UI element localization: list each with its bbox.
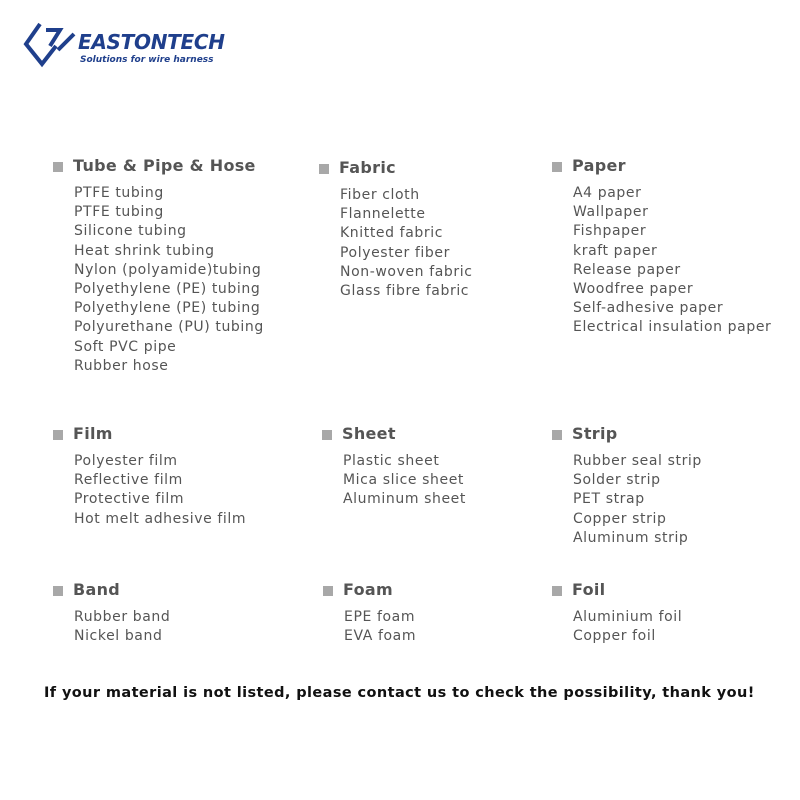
brand-tagline: Solutions for wire harness [80,55,214,65]
category-strip [552,424,702,548]
list-item: Aluminum sheet [343,491,466,508]
material-list [552,452,702,548]
material-list [552,184,771,338]
list-item: Polyethylene (PE) tubing [74,300,261,317]
list-item: PTFE tubing [74,185,164,201]
category-tube-pipe-hose [53,156,264,376]
square-bullet-icon [323,586,333,596]
list-item: Electrical insulation paper [573,319,772,336]
material-list [552,608,682,646]
material-list [53,184,264,376]
list-item: A4 paper [573,185,642,201]
list-item: Wallpaper [573,204,649,221]
square-bullet-icon [552,430,562,440]
list-item: Fiber cloth [340,187,420,203]
category-sheet [322,424,466,510]
list-item: Mica slice sheet [343,472,465,489]
material-list [53,452,246,529]
square-bullet-icon [53,586,63,596]
list-item: Silicone tubing [74,223,187,240]
square-bullet-icon [319,164,329,174]
category-title: Paper [572,156,626,175]
list-item: Flannelette [340,206,426,223]
list-item: Reflective film [74,472,183,489]
list-item: Aluminium foil [573,609,683,625]
list-item: Knitted fabric [340,225,444,242]
list-item: Copper foil [573,628,656,645]
contact-note: If your material is not listed, please contact us to check the possibility, thank you! [44,685,755,701]
category-title: Band [73,580,121,599]
list-item: Copper strip [573,510,667,527]
list-item: Soft PVC pipe [74,338,177,355]
list-item: Solder strip [573,472,661,489]
list-item: Woodfree paper [573,281,694,298]
category-title: Film [73,424,113,443]
category-title: Strip [572,424,618,443]
list-item: PET strap [573,491,645,508]
category-fabric [319,158,473,301]
category-title: Fabric [339,158,396,177]
list-item: Aluminum strip [573,529,689,546]
category-header [552,424,702,446]
square-bullet-icon [552,586,562,596]
list-item: Polyethylene (PE) tubing [74,281,261,298]
category-film [53,424,246,529]
list-item: Glass fibre fabric [340,283,470,300]
category-header [53,580,170,602]
category-band [53,580,170,646]
list-item: Nickel band [74,628,163,645]
material-list [323,608,416,646]
category-paper [552,156,771,338]
list-item: EPE foam [344,609,416,625]
logo-mark-icon [22,20,78,68]
brand-logo [22,20,242,70]
category-header [319,158,473,180]
list-item: kraft paper [573,242,658,259]
list-item: EVA foam [344,628,417,645]
list-item: Polyester film [74,453,178,469]
material-list [53,608,170,646]
list-item: Polyester fiber [340,244,450,261]
list-item: Hot melt adhesive film [74,510,247,527]
square-bullet-icon [552,162,562,172]
list-item: Release paper [573,261,681,278]
list-item: Protective film [74,491,185,508]
category-foil [552,580,682,646]
category-title: Foil [572,580,606,599]
list-item: PTFE tubing [74,204,164,221]
square-bullet-icon [322,430,332,440]
category-foam [323,580,416,646]
list-item: Fishpaper [573,223,647,240]
list-item: Non-woven fabric [340,263,473,280]
category-header [323,580,416,602]
square-bullet-icon [53,430,63,440]
category-title: Foam [343,580,393,599]
square-bullet-icon [53,162,63,172]
category-title: Tube & Pipe & Hose [73,156,256,175]
list-item: Self-adhesive paper [573,300,724,317]
list-item: Rubber band [74,609,171,625]
category-header [53,156,264,178]
category-header [552,580,682,602]
category-header [552,156,771,178]
list-item: Polyurethane (PU) tubing [74,319,264,336]
brand-name: EASTONTECH [78,30,225,54]
list-item: Plastic sheet [343,453,440,469]
material-list [322,452,466,510]
category-title: Sheet [342,424,396,443]
list-item: Heat shrink tubing [74,242,215,259]
category-header [53,424,246,446]
material-list [319,186,473,301]
list-item: Nylon (polyamide)tubing [74,261,262,278]
list-item: Rubber seal strip [573,453,702,469]
list-item: Rubber hose [74,357,169,374]
category-header [322,424,466,446]
